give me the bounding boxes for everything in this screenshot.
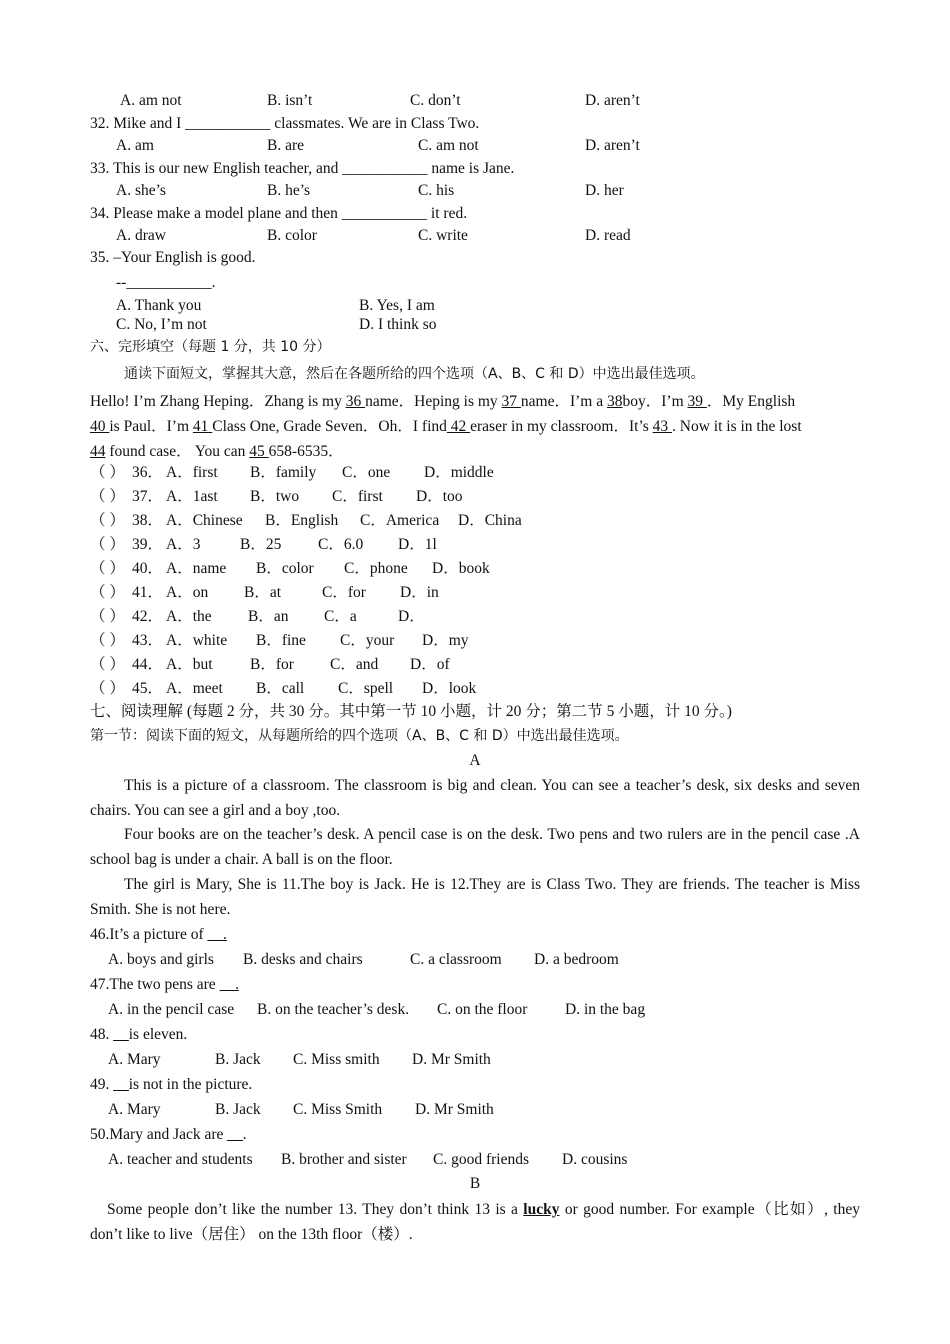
keyword-lucky: lucky: [523, 1201, 560, 1218]
q47-option-c: C. on the floor: [437, 1001, 528, 1018]
blank-45: 45: [249, 443, 269, 460]
blank-42: 42: [446, 418, 471, 435]
q35-option-c: C. No, I’m not: [116, 316, 207, 333]
section7-heading: 七、阅读理解 (每题 2 分，共 30 分。其中第一节 10 小题，计 20 分；第二节 5 小题，计 10 分。): [90, 703, 732, 720]
cloze-item: （ ） 43． A．white B．fine C．your D．my: [90, 632, 469, 649]
cloze-item: （ ） 38． A．Chinese B．English C．America D．China: [90, 512, 522, 529]
blank-44: 44: [90, 443, 106, 460]
q50-stem: 50.Mary and Jack are __.: [90, 1126, 247, 1143]
passage-a-paragraph-2: Four books are on the teacher’s desk. A pencil case is on the desk. Two pens and two rulers are in the pencil case .A school bag is under a chair. A ball is on the floor.: [90, 826, 860, 868]
q34-option-c: C. write: [418, 227, 468, 244]
answer-blank: __.: [219, 976, 239, 993]
cloze-item: （ ） 45． A．meet B．call C．spell D．look: [90, 680, 477, 697]
cloze-item: （ ） 41． A．on B．at C．for D．in: [90, 584, 439, 601]
q49-option-d: D. Mr Smith: [415, 1101, 494, 1118]
cloze-item: （ ） 36． A．first B．family C．one D．middle: [90, 464, 494, 481]
blank-43: 43: [652, 418, 673, 435]
q50-option-c: C. good friends: [433, 1151, 530, 1168]
answer-paren[interactable]: （ ）: [90, 560, 125, 577]
q49-option-a: A. Mary: [108, 1101, 161, 1118]
q34-option-a: A. draw: [116, 227, 166, 244]
cloze-item: （ ） 37． A．1ast B．two C．first D．too: [90, 488, 463, 505]
q46-option-c: C. a classroom: [410, 951, 502, 968]
passage-a-paragraph-3: The girl is Mary, She is 11.The boy is Jack. He is 12.They are is Class Two. They are friends. The teacher is Miss Smith. She is not here.: [90, 876, 860, 918]
answer-paren[interactable]: （ ）: [90, 680, 125, 697]
answer-paren[interactable]: （ ）: [90, 536, 125, 553]
q47-option-d: D. in the bag: [565, 1001, 646, 1018]
passage-a-title: A: [469, 752, 481, 769]
cloze-passage: Hello! I’m Zhang Heping．Zhang is my 36 name．Heping is my 37 name．I’m a 38boy．I’m 39 ．My English 40 is Paul．I’m 41 Class One, Grade Seven．Oh．I find 42 eraser in my classroom．It’s 43 . Now it is in the lost 44 found case． You can 45 658-6535．: [90, 393, 802, 460]
blank-40: 40: [90, 418, 110, 435]
q32-option-a: A. am: [116, 137, 154, 154]
answer-blank: __: [113, 1026, 129, 1043]
section7-part1-instruction: 第一节：阅读下面的短文，从每题所给的四个选项（A、B、C 和 D）中选出最佳选项。: [90, 728, 629, 744]
q48-option-b: B. Jack: [215, 1051, 261, 1068]
q49-option-c: C. Miss Smith: [293, 1101, 383, 1118]
answer-paren[interactable]: （ ）: [90, 656, 125, 673]
q50-option-b: B. brother and sister: [281, 1151, 407, 1168]
q50-option-d: D. cousins: [562, 1151, 628, 1168]
cloze-item: （ ） 44． A．but B．for C．and D．of: [90, 656, 450, 673]
q33-option-b: B. he’s: [267, 182, 311, 199]
answer-paren[interactable]: （ ）: [90, 632, 125, 649]
blank-38: 38: [607, 393, 623, 410]
q49-option-b: B. Jack: [215, 1101, 261, 1118]
q35-reply: --___________.: [116, 274, 216, 291]
q33-option-c: C. his: [418, 182, 455, 199]
q31-option-d: D. aren’t: [585, 92, 640, 109]
cloze-item: （ ） 39． A．3 B．25 C．6.0 D．1l: [90, 536, 437, 553]
q46-option-b: B. desks and chairs: [243, 951, 363, 968]
q33-option-a: A. she’s: [116, 182, 166, 199]
q48-option-a: A. Mary: [108, 1051, 161, 1068]
q35-stem: 35. –Your English is good.: [90, 249, 256, 266]
q49-stem: 49. __is not in the picture.: [90, 1076, 253, 1093]
answer-blank: __: [113, 1076, 129, 1093]
q35-option-b: B. Yes, I am: [359, 297, 435, 314]
q47-option-a: A. in the pencil case: [108, 1001, 235, 1018]
blank-39: 39: [687, 393, 707, 410]
q46-option-d: D. a bedroom: [534, 951, 619, 968]
q33-stem: 33. This is our new English teacher, and ___________ name is Jane.: [90, 160, 515, 177]
section6-heading: 六、完形填空（每题 1 分，共 10 分）: [90, 339, 331, 355]
passage-b-title: B: [469, 1175, 481, 1192]
q46-option-a: A. boys and girls: [108, 951, 214, 968]
q32-stem: 32. Mike and I ___________ classmates. We are in Class Two.: [90, 115, 480, 132]
q31-option-c: C. don’t: [410, 92, 461, 109]
q34-option-b: B. color: [267, 227, 317, 244]
section6-instruction: 通读下面短文，掌握其大意，然后在各题所给的四个选项（A、B、C 和 D）中选出最佳选项。: [124, 366, 705, 382]
q32-option-c: C. am not: [418, 137, 479, 154]
q50-option-a: A. teacher and students: [108, 1151, 253, 1168]
answer-paren[interactable]: （ ）: [90, 584, 125, 601]
q46-stem: 46.It’s a picture of __.: [90, 926, 227, 943]
q33-option-d: D. her: [585, 182, 624, 199]
q35-option-d: D. I think so: [359, 316, 437, 333]
blank-37: 37: [501, 393, 521, 410]
q32-option-d: D. aren’t: [585, 137, 640, 154]
passage-b-paragraph: Some people don’t like the number 13. They don’t think 13 is a lucky or good number. For example（比如）, they don’t like to live（居住） on the 13th floor（楼）.: [90, 1201, 860, 1243]
answer-paren[interactable]: （ ）: [90, 512, 125, 529]
cloze-item: （ ） 42． A．the B．an C．a D．: [90, 608, 425, 625]
passage-a-paragraph-1: This is a picture of a classroom. The classroom is big and clean. You can see a teacher’s desk, six desks and seven chairs. You can see a girl and a boy ,too.: [90, 777, 860, 819]
q35-option-a: A. Thank you: [116, 297, 202, 314]
answer-blank: __: [227, 1126, 243, 1143]
q31-option-b: B. isn’t: [267, 92, 313, 109]
q47-option-b: B. on the teacher’s desk.: [257, 1001, 410, 1018]
q31-option-a: A. am not: [120, 92, 182, 109]
cloze-item: （ ） 40． A．name B．color C．phone D．book: [90, 560, 490, 577]
q34-option-d: D. read: [585, 227, 631, 244]
q48-option-c: C. Miss smith: [293, 1051, 380, 1068]
q48-option-d: D. Mr Smith: [412, 1051, 491, 1068]
q34-stem: 34. Please make a model plane and then ___________ it red.: [90, 205, 468, 222]
answer-paren[interactable]: （ ）: [90, 488, 125, 505]
answer-blank: __.: [207, 926, 227, 943]
q48-stem: 48. __is eleven.: [90, 1026, 188, 1043]
blank-36: 36: [345, 393, 366, 410]
q47-stem: 47.The two pens are __.: [90, 976, 239, 993]
q32-option-b: B. are: [267, 137, 305, 154]
blank-41: 41: [192, 418, 213, 435]
answer-paren[interactable]: （ ）: [90, 608, 125, 625]
answer-paren[interactable]: （ ）: [90, 464, 125, 481]
